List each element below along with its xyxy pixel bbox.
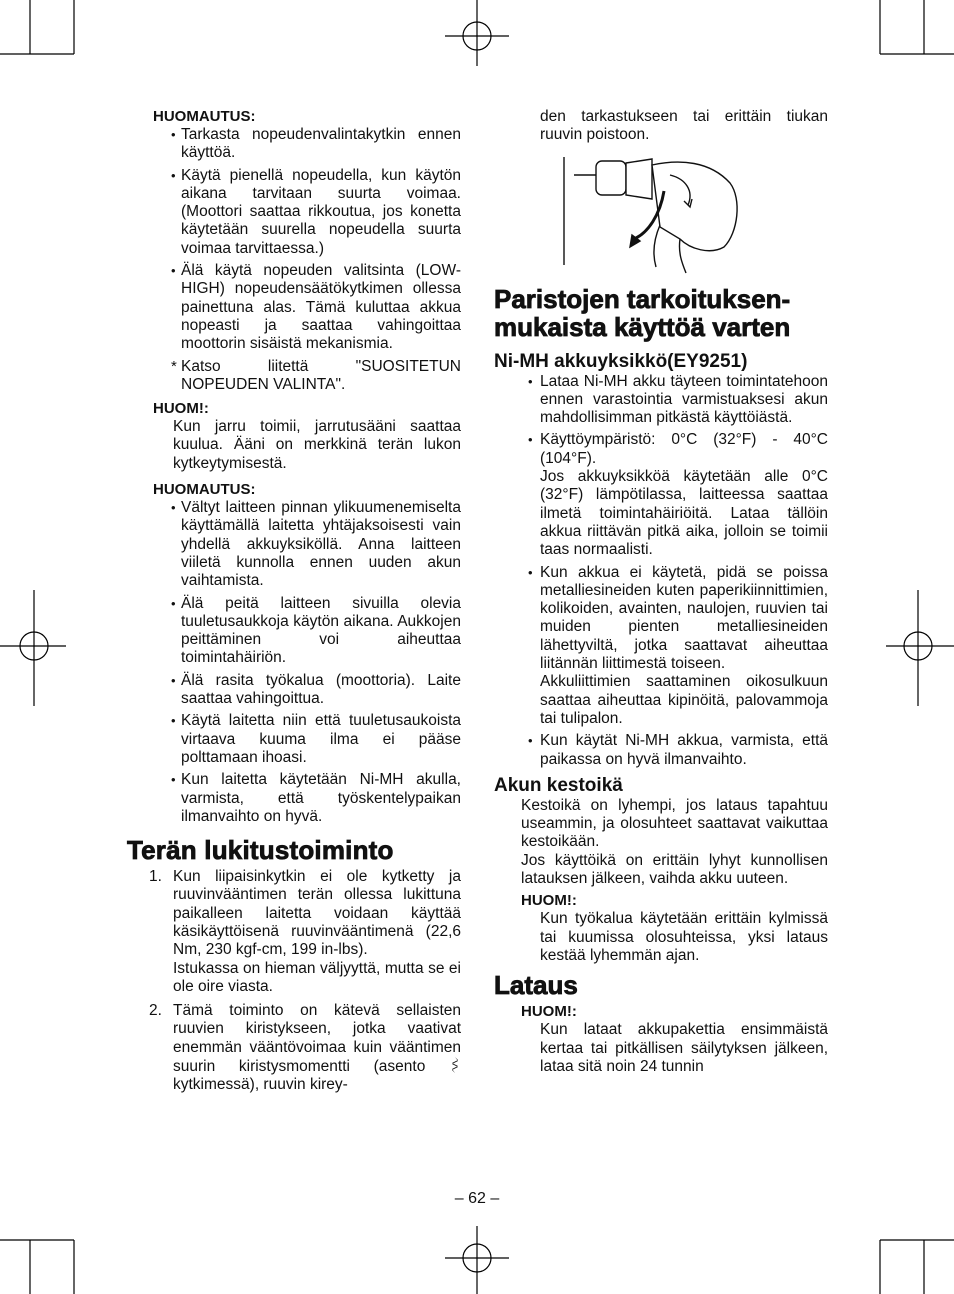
item-text-cont: kytkimessä), ruuvin kirey- bbox=[173, 1076, 348, 1094]
huomautus-label: HUOMAUTUS: bbox=[153, 108, 256, 125]
item-text: Kun käytät Ni-MH akkua, varmista, että paikassa on hyvä ilmanvaihto. bbox=[540, 732, 828, 768]
left-column bbox=[127, 108, 461, 1101]
numbered-item bbox=[149, 868, 461, 996]
drill-illustration bbox=[560, 155, 750, 275]
item-number: 1. bbox=[149, 868, 162, 886]
list-item: • Kun laitetta käytetään Ni-MH akulla, varmista, että työskentelypaikan ilmanvaihto on hyvä. bbox=[153, 771, 461, 826]
list-item: • Käytä laitetta niin että tuuletusaukoista virtaava kuuma ilma ei pääse polttamaan ihoasi. bbox=[153, 712, 461, 767]
right-column bbox=[494, 108, 828, 1076]
item-extra: Akkuliittimien saattaminen oikosulkuun saattaa aiheuttaa kipinöitä, palovammoja tai tulipalon. bbox=[540, 673, 828, 727]
huom-label-3: HUOM!: bbox=[521, 1003, 577, 1021]
heading-charging: Lataus bbox=[494, 970, 578, 1001]
item-extra: Jos akkuyksikköä käytetään alle 0°C (32°F) lämpötilassa, laitteessa saattaa ilmetä toimintahäiriöitä. Lataa tällöin akkua riittävän pitkä aika, jolloin se toimii taas normaalisti. bbox=[540, 468, 828, 559]
life-text-1: Kestoikä on lyhempi, jos lataus tapahtuu useammin, ja olosuhteet saattavat vaikuttaa kestoikään. bbox=[521, 796, 828, 851]
list-item bbox=[494, 732, 828, 769]
list-item: • Käytä pienellä nopeudella, kun käytön aikana tarvitaan suurta voimaa. (Moottori saattaa rikkoutua, jos konetta käytetään suurella nopeudella suurta voimaa tarvittaessa.) bbox=[153, 167, 461, 258]
huomautus-list bbox=[153, 126, 461, 394]
list-item bbox=[494, 431, 828, 559]
list-item: • Älä rasita työkalua (moottoria). Laite saattaa vahingoittua. bbox=[153, 672, 461, 709]
huomautus-label-2: HUOMAUTUS: bbox=[153, 481, 256, 499]
list-item: • Vältyt laitteen pinnan ylikuumenemiselta käyttämällä laitetta yhtäjaksoisesti vain yhdellä akkuyksiköllä. Anna laitteen viiletä kunnolla ennen uuden akun vaihtamista. bbox=[153, 499, 461, 590]
life-text-2: Jos käyttöikä on erittäin lyhyt kunnollisen latauksen jälkeen, vaihda akku uuteen. bbox=[521, 851, 828, 888]
item-text: Kun liipaisinkytkin ei ole kytketty ja ruuvinvääntimen terän ollessa lukittuna paikalleen laitetta voidaan käyttää käsikäyttöisenä ruuvinvääntimenä (22,6 Nm, 230 kgf-cm, 199 in-lbs). bbox=[173, 868, 461, 959]
continuation-text: den tarkastukseen tai erittäin tiukan ruuvin poistoon. bbox=[540, 108, 828, 144]
lock-list bbox=[149, 868, 461, 1095]
heading-blade-lock: Terän lukitustoiminto bbox=[127, 835, 394, 866]
list-item: • Älä peitä laitteen sivuilla olevia tuuletusaukkoja käytön aikana. Aukkojen peittäminen voi aiheuttaa toimintahäiriön. bbox=[153, 595, 461, 668]
huom-text-2: Kun työkalua käytetään erittäin kylmissä tai kuumissa olosuhteissa, yksi lataus kestää lyhemmän ajan. bbox=[540, 910, 828, 964]
list-item: • Tarkasta nopeudenvalintakytkin ennen käyttöä. bbox=[153, 126, 461, 163]
item-text: Tämä toiminto on kätevä sellaisten ruuvien kiristykseen, jotka vaativat enemmän vääntövoimaa kuin vääntimen suurin kiristysmomentti (asento bbox=[173, 1002, 461, 1076]
subheading-nimh: Ni-MH akkuyksikkö(EY9251) bbox=[494, 350, 748, 372]
drill-bit-icon bbox=[451, 1057, 459, 1073]
item-text: Kun akkua ei käytetä, pidä se poissa metalliesineiden kuten paperikiinnittimien, kolikoiden, avainten, naulojen, ruuvien tai muiden pienten metalliesineiden lähettyviltä, jotka saattavat aiheuttaa liitännän liittimestä toiseen. bbox=[540, 563, 828, 673]
nimh-list bbox=[494, 373, 828, 769]
huom-text-3: Kun lataat akkupakettia ensimmäistä kertaa tai pitkällisen säilytyksen jälkeen, lataa sitä noin 24 tunnin bbox=[540, 1021, 828, 1075]
item-text: Käyttöympäristö: 0°C (32°F) - 40°C (104°F). bbox=[540, 431, 828, 467]
page-number: – 62 – bbox=[454, 1190, 500, 1207]
item-text: Lataa Ni-MH akku täyteen toimintatehoon ennen varastointia varmistuaksesi akun mahdollisimman pitkästä käyttöiästä. bbox=[540, 372, 828, 427]
list-item: • Älä käytä nopeuden valitsinta (LOW-HIGH) nopeudensäätökytkimen ollessa painettuna alas. Tämä kuluttaa akkua nopeasti ja saattaa vahingoittaa moottorin sisäistä mekanismia. bbox=[153, 262, 461, 353]
heading-battery-use: Paristojen tarkoituksen-mukaista käyttöä varten bbox=[494, 283, 791, 342]
item-number: 2. bbox=[149, 1002, 162, 1020]
subheading-battery-life: Akun kestoikä bbox=[494, 774, 623, 796]
list-item bbox=[494, 564, 828, 729]
huom-label: HUOM!: bbox=[153, 400, 209, 418]
huom-label-2: HUOM!: bbox=[521, 892, 577, 910]
list-note: * Katso liitettä "SUOSITETUN NOPEUDEN VALINTA". bbox=[153, 358, 461, 395]
numbered-item bbox=[149, 1002, 461, 1094]
item-extra: Istukassa on hieman väljyyttä, mutta se ei ole oire viasta. bbox=[173, 959, 461, 995]
list-item bbox=[494, 373, 828, 428]
huomautus-list-2 bbox=[153, 499, 461, 826]
huom-text: Kun jarru toimii, jarrutusääni saattaa kuulua. Ääni on merkkinä terän lukon kytkeytymisestä. bbox=[173, 418, 461, 472]
